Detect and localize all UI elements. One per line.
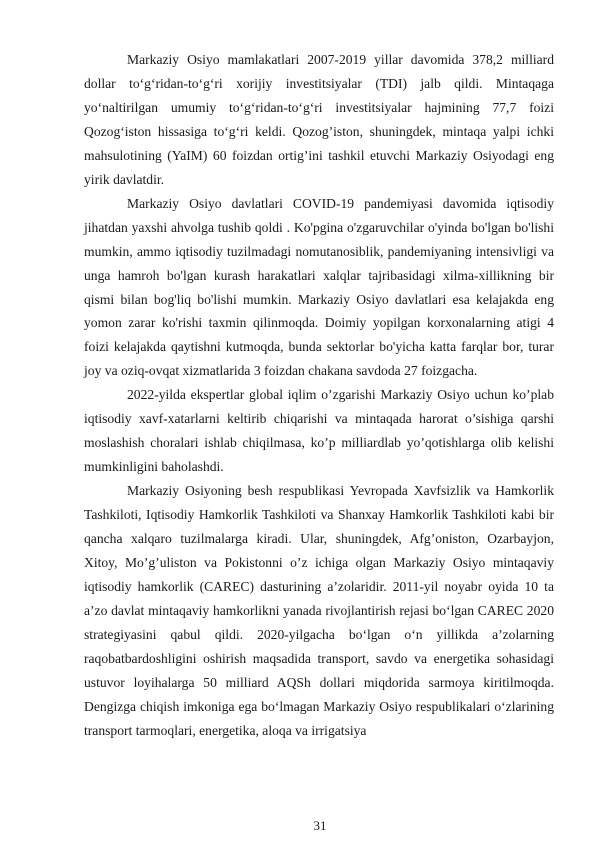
paragraph-cooperation: Markaziy Osiyoning besh respublikasi Yevropada Xavfsizlik va Hamkorlik Tashkiloti, Iqtisodiy Hamkorlik Tashkiloti va Shanxay Hamkorlik Tashkiloti kabi bir qancha xalqaro tuzilmalarga kiradi. Ular, shuningdek, Afg’oniston, Ozarbayjon, Xitoy, Mo’g’uliston va Pokistonni o’z ichiga olgan Markaziy Osiyo mintaqaviy iqtisodiy hamkorlik (CAREC) dasturining a’zolaridir. 2011-yil noyabr oyida 10 ta a’zo davlat mintaqaviy hamkorlikni yanada rivojlantirish rejasi bo‘lgan CAREC 2020 strategiyasini qabul qildi. 2020-yilgacha bo‘lgan o‘n yillikda a’zolarning raqobatbardoshligini oshirish maqsadida transport, savdo va energetika sohasidagi ustuvor loyihalarga 50 milliard AQSh dollari miqdorida sarmoya kiritilmoqda. Dengizga chiqish imkoniga ega bo‘lmagan Markaziy Osiyo respublikalari o‘zlarining transport tarmoqlari, energetika, aloqa va irrigatsiya	[84, 483, 554, 738]
document-body	[84, 48, 554, 743]
paragraph-covid: Markaziy Osiyo davlatlari COVID-19 pandemiyasi davomida iqtisodiy jihatdan yaxshi ahvolga tushib qoldi . Ko'pgina o'zgaruvchilar o'yinda bo'lgan bo'lishi mumkin, ammo iqtisodiy tuzilmadagi nomutanosiblik, pandemiyaning intensivligi va unga hamroh bo'lgan kurash harakatlari xalqlar tajribasidagi xilma-xillikning bir qismi bilan bog'liq bo'lishi mumkin. Markaziy Osiyo davlatlari esa kelajakda eng yomon zarar ko'rishi taxmin qilinmoqda. Doimiy yopilgan korxonalarning atigi 4 foizi kelajakda qaytishni kutmoqda, bunda sektorlar bo'yicha katta farqlar bor, turar joy va oziq-ovqat xizmatlarida 3 foizdan chakana savdoda 27 foizgacha.	[84, 195, 554, 379]
paragraph-fdi: Markaziy Osiyo mamlakatlari 2007-2019 yillar davomida 378,2 milliard dollar to‘g‘ridan-to‘g‘ri xorijiy investitsiyalar (TDI) jalb qildi. Mintaqaga yo‘naltirilgan umumiy to‘g‘ridan-to‘g‘ri investitsiyalar hajmining 77,7 foizi Qozog‘iston hissasiga to‘g‘ri keldi. Qozog’iston, shuningdek, mintaqa yalpi ichki mahsulotining (YaIM) 60 foizdan ortig’ini tashkil etuvchi Markaziy Osiyodagi eng yirik davlatdir.	[84, 52, 554, 187]
page-number: 31	[313, 818, 327, 833]
paragraph-climate: 2022-yilda ekspertlar global iqlim o’zgarishi Markaziy Osiyo uchun ko’plab iqtisodiy xavf-xatarlarni keltirib chiqarishi va mintaqada harorat o’sishiga qarshi moslashish choralari ishlab chiqilmasa, ko’p milliardlab yo’qotishlarga olib kelishi mumkinligini baholashdi.	[84, 387, 554, 475]
